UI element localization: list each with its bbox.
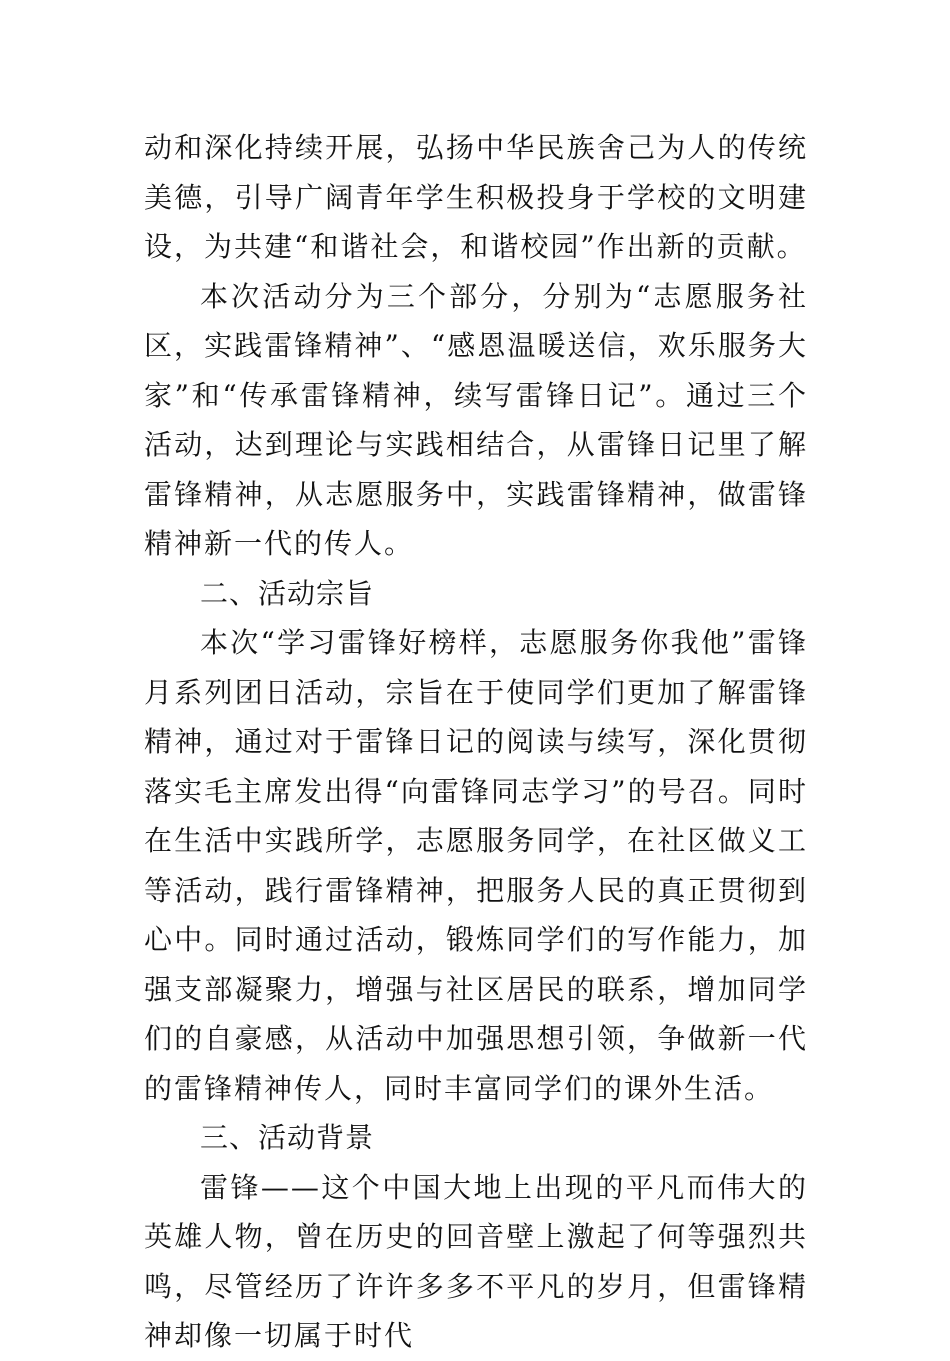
document-page (144, 123, 808, 1361)
paragraph-background: 雷锋——这个中国大地上出现的平凡而伟大的英雄人物，曾在历史的回音壁上激起了何等强烈共鸣，尽管经历了许许多多不平凡的岁月，但雷锋精神却像一切属于时代 (144, 1170, 808, 1352)
section-heading-background: 三、活动背景 (200, 1121, 375, 1154)
paragraph-intro-continuation: 动和深化持续开展，弘扬中华民族舍己为人的传统美德，引导广阔青年学生积极投身于学校的文明建设，为共建“和谐社会，和谐校园”作出新的贡献。 (144, 131, 808, 263)
paragraph-purpose: 本次“学习雷锋好榜样，志愿服务你我他”雷锋月系列团日活动，宗旨在于使同学们更加了解雷锋精神，通过对于雷锋日记的阅读与续写，深化贯彻落实毛主席发出得“向雷锋同志学习”的号召。同时在生活中实践所学，志愿服务同学，在社区做义工等活动，践行雷锋精神，把服务人民的真正贯彻到心中。同时通过活动，锻炼同学们的写作能力，加强支部凝聚力，增强与社区居民的联系，增加同学们的自豪感，从活动中加强思想引领，争做新一代的雷锋精神传人，同时丰富同学们的课外生活。 (144, 626, 808, 1105)
paragraph-activity-parts: 本次活动分为三个部分，分别为“志愿服务社区，实践雷锋精神”、“感恩温暖送信，欢乐服务大家”和“传承雷锋精神，续写雷锋日记”。通过三个活动，达到理论与实践相结合，从雷锋日记里了解雷锋精神，从志愿服务中，实践雷锋精神，做雷锋精神新一代的传人。 (144, 279, 808, 560)
section-heading-purpose: 二、活动宗旨 (200, 576, 375, 610)
